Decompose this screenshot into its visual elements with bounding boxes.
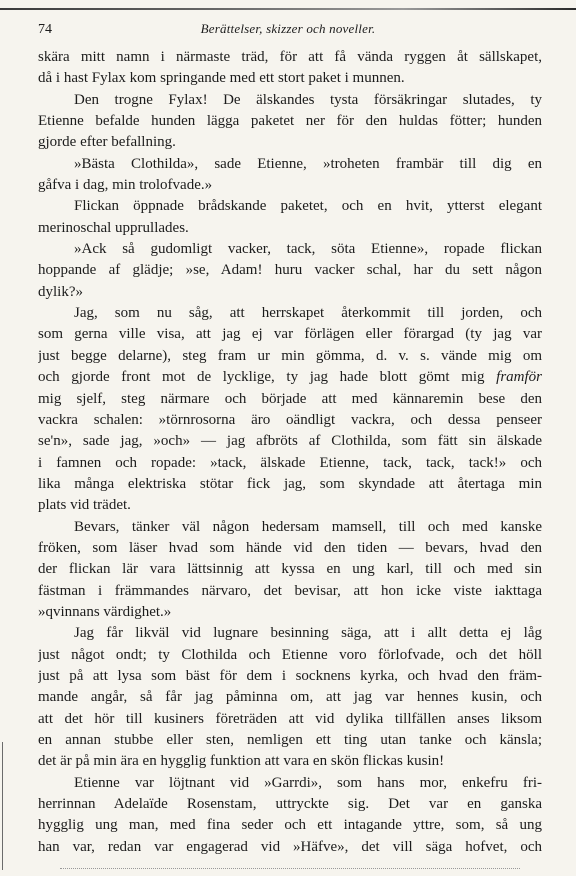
page-header (0, 18, 576, 42)
text-line: mig sjelf, steg närmare och började att med kännaremin bese den (38, 390, 542, 407)
top-rule (0, 8, 576, 10)
text-line: dylik?» (38, 283, 83, 300)
text-line: hygglig ung man, med fina seder och ett intagande yttre, som, så ung (38, 817, 542, 834)
running-head: Berättelser, skizzer och noveller. (200, 21, 376, 36)
text-line: att det hör till kusiners företräden att vid dylika tillfällen anses liksom (38, 710, 542, 727)
text-line: vackra schalen: »törnrosorna äro oändligt vackra, och dessa penseer (38, 411, 542, 428)
text-line: lika många elektriska stötar fick jag, som skyndade att återtaga min (38, 475, 542, 492)
margin-mark (2, 742, 3, 870)
text-line: han var, redan var engagerad vid »Häfve», det vill säga hofvet, och (38, 838, 542, 855)
text-line: Flickan öppnade brådskande paketet, och en hvit, ytterst elegant (74, 198, 542, 215)
text-line: Bevars, tänker väl någon hedersam mamsell, till och med kanske (74, 518, 542, 535)
text-line: fästman i främmandes närvaro, det bevisar, att hon icke viste iakttaga (38, 582, 542, 599)
text-line: »qvinnans värdighet.» (38, 603, 172, 620)
text-line: hoppande af glädje; »se, Adam! huru vacker schal, har du sett någon (38, 262, 542, 279)
page-number: 74 (38, 22, 52, 37)
text-line: det är på min ära en hygglig funktion att vara en skön flickas kusin! (38, 753, 445, 770)
text-line: som gerna ville visa, att jag ej var förlägen eller förargad (ty jag var (38, 326, 542, 343)
text-line: skära mitt namn i närmaste träd, för att få vända ryggen åt sällskapet, (38, 49, 542, 65)
text-line: just begge delarne), steg fram ur min gömma, d. v. s. vände mig om (38, 347, 542, 364)
text-line: just på att lysa som bäst för dem i socknens kyrka, och hvad den främ- (38, 667, 542, 684)
text-line: i famnen och ropade: »tack, älskade Etienne, tack, tack, tack!» och (38, 454, 542, 471)
text-line: »Bästa Clothilda», sade Etienne, »troheten frambär till dig en (74, 155, 542, 172)
text-line: der flickan lär vara lättsinnig att kyssa en ung karl, till och med sin (38, 561, 542, 578)
body-text (38, 47, 542, 858)
text-line: gåfva i dag, min trolofvade.» (38, 177, 213, 194)
text-line: Jag får likväl vid lugnare besinning säga, att i allt detta ej låg (74, 625, 542, 642)
text-line: mande angår, så får jag påminna om, att jag var hennes kusin, och (38, 689, 542, 706)
text-line: Etienne befalde hunden lägga paketet ner för den huldas fötter; hunden (38, 113, 542, 130)
text-line: Etienne var löjtnant vid »Garrdi», som hans mor, enkefru fri- (74, 774, 542, 791)
text-line: plats vid trädet. (38, 497, 131, 514)
text-line: se'n», sade jag, »och» — jag afbröts af Clothilda, som fätt sin älskade (38, 433, 542, 450)
text-line: en annan stubbe eller sten, nemligen ett ting utan tanke och känsla; (38, 732, 542, 748)
text-line: då i hast Fylax kom springande med ett stort paket i munnen. (38, 70, 405, 87)
text-line: och gjorde front mot de lycklige, ty jag hade blott gömt mig framför (38, 369, 542, 386)
text-line: Den trogne Fylax! De älskandes tysta försäkringar slutades, ty (74, 91, 542, 108)
text-line: »Ack så gudomligt vacker, tack, söta Etienne», ropade flickan (74, 241, 542, 258)
text-line: merinoschal upprullades. (38, 219, 189, 236)
text-line: herrinnan Adelaïde Rosenstam, uttryckte sig. Det var en ganska (38, 796, 542, 813)
text-line: gjorde efter befallning. (38, 134, 176, 151)
text-line: fröken, som läser hvad som hände vid den tiden — bevars, hvad den (38, 539, 542, 556)
emphasis: framför (496, 369, 542, 386)
text-line: Jag, som nu såg, att herrskapet återkommit till jorden, och (74, 305, 542, 322)
text-line: just något ondt; ty Clothilda och Etienne voro förlofvade, och det höll (38, 646, 542, 663)
bottom-edge-dots (60, 868, 520, 870)
